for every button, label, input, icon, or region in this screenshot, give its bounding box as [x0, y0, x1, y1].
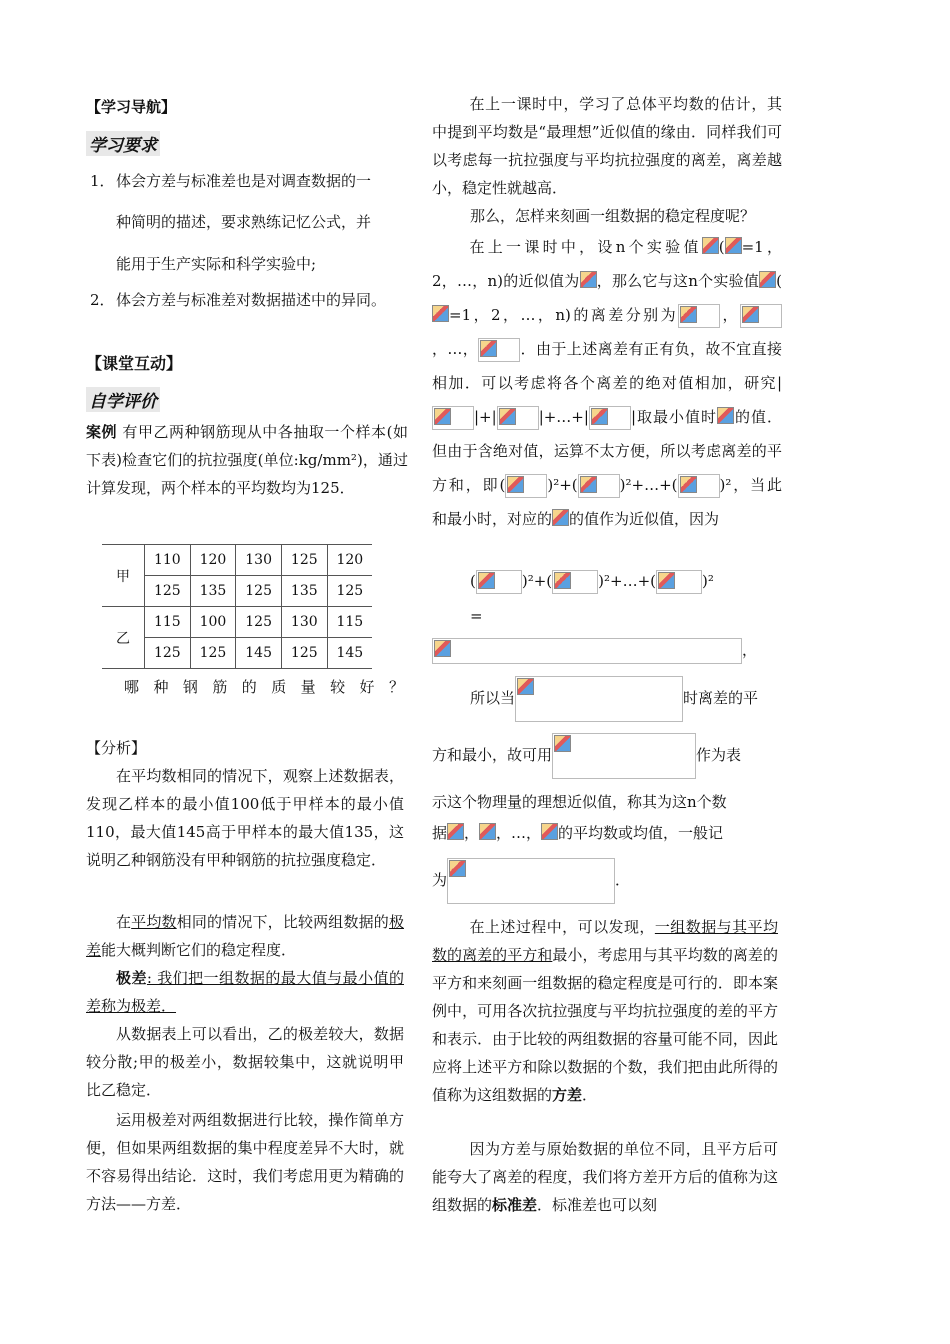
- table-cell: 125: [281, 545, 327, 576]
- text: )²+(: [547, 476, 578, 494]
- bold-term: 极差: [116, 969, 147, 987]
- text: )²+…+(: [598, 572, 657, 590]
- question-char: 较: [330, 678, 346, 696]
- underlined-term: 平均数: [131, 913, 177, 931]
- text: 的值作为近似值，因为: [569, 510, 720, 528]
- formula-box-wide: [432, 638, 742, 664]
- class-heading: 【课堂互动】: [86, 354, 183, 373]
- text: |取最小值时: [630, 408, 717, 426]
- formula-image-icon: [580, 476, 597, 493]
- text: 作为表: [696, 746, 742, 764]
- formula-image-icon: [434, 408, 451, 425]
- table-cell: 115: [327, 607, 372, 638]
- formula-box: [552, 570, 598, 594]
- formula-box: [432, 406, 474, 430]
- right-p5: [432, 733, 741, 779]
- formula-image-icon: [432, 305, 449, 322]
- text: 因为方差与原始数据的单位不同，且平方后可能夸大了离差的程度，我们将方差开方后的值称为这组数据的: [432, 1140, 778, 1214]
- table-cell: 100: [190, 607, 236, 638]
- formula-box: [478, 338, 520, 362]
- text: (: [470, 572, 476, 590]
- analysis-heading: 【分析】: [86, 739, 147, 757]
- formula-box-large: [515, 676, 683, 722]
- row-label-jia: 甲: [102, 545, 145, 607]
- req1-line2: 种简明的描述，要求熟练记忆公式，并: [116, 213, 372, 231]
- table-cell: 130: [236, 545, 282, 576]
- req1-number: 1．: [90, 172, 115, 190]
- text: )²，当此和最小时，对应的: [432, 476, 782, 528]
- formula-image-icon: [680, 476, 697, 493]
- formula-box: [497, 406, 539, 430]
- text: )²: [702, 572, 714, 590]
- text: 的值．但由于含绝对值，运算不太方便，所以考虑离差的平方和，即(: [432, 408, 782, 494]
- table-cell: 130: [281, 607, 327, 638]
- table-cell: 135: [281, 576, 327, 607]
- formula-box: [740, 304, 782, 328]
- table-cell: 145: [327, 638, 372, 669]
- right-p4: [470, 676, 758, 722]
- case-paragraph: [86, 418, 408, 502]
- requirements-heading: 学习要求: [86, 131, 160, 156]
- text: 在上述过程中，可以发现，: [469, 918, 655, 936]
- strength-table: [102, 544, 372, 669]
- equation-line-3: [432, 638, 757, 664]
- text: ．由于上述离差有正有负，故不宜直接相加．可以考虑将各个离差的绝对值相加，研究|: [432, 340, 782, 392]
- question-char: 筋: [212, 678, 228, 696]
- table-cell: 120: [190, 545, 236, 576]
- text: ．: [615, 871, 631, 889]
- formula-image-icon: [478, 572, 495, 589]
- formula-box: [476, 570, 522, 594]
- self-study-heading: 自学评价: [86, 387, 160, 412]
- case-text: 有甲乙两种钢筋现从中各抽取一个样本(如下表)检查它们的抗拉强度(单位:kg/mm²)，通过计算发现，两个样本的平均数均为125．: [86, 423, 408, 497]
- formula-image-icon: [591, 408, 608, 425]
- equation-line-1: [470, 570, 714, 594]
- formula-box: [678, 304, 720, 328]
- bold-term: 标准差: [492, 1196, 538, 1214]
- text: 方和最小，故可用: [432, 746, 553, 764]
- analysis-p2: [86, 908, 404, 964]
- table-cell: 120: [327, 545, 372, 576]
- right-p3: [432, 230, 782, 536]
- analysis-p1: 在平均数相同的情况下，观察上述数据表，发现乙样本的最小值100低于甲样本的最小值110，最大值145高于甲样本的最大值135，这说明乙种钢筋没有甲种钢筋的抗拉强度稳定．: [86, 767, 404, 869]
- text: 的平均数或均值，一般记: [558, 824, 724, 842]
- text: ，…，: [496, 824, 542, 842]
- equals-sign: =: [470, 607, 483, 625]
- formula-box: [589, 406, 631, 430]
- formula-image-icon: [434, 640, 451, 657]
- formula-box-large: [552, 733, 696, 779]
- formula-image-icon: [480, 340, 497, 357]
- right-p10: [432, 1135, 778, 1219]
- question-char: 钢: [182, 678, 198, 696]
- question-char: 的: [241, 678, 257, 696]
- text: 能大概判断它们的稳定程度．: [101, 941, 297, 959]
- formula-image-icon: [717, 407, 734, 424]
- formula-image-icon: [554, 572, 571, 589]
- table-cell: 125: [327, 576, 372, 607]
- table-cell: 125: [145, 638, 191, 669]
- range-definition: [86, 964, 404, 1020]
- text: 时离差的平: [683, 689, 759, 707]
- formula-image-icon: [447, 823, 464, 840]
- formula-image-icon: [552, 509, 569, 526]
- formula-image-icon: [680, 306, 697, 323]
- row-label-yi: 乙: [102, 607, 145, 669]
- text: ，: [720, 306, 740, 324]
- text: =1，2，…，n)的离差分别为: [449, 306, 679, 324]
- formula-image-icon: [507, 476, 524, 493]
- table-cell: 135: [190, 576, 236, 607]
- underlined-term: 极差: [86, 913, 404, 959]
- text: (: [718, 238, 725, 256]
- underlined-phrase: 一组数据与其平均数的离差的平方和: [432, 918, 778, 964]
- formula-image-icon: [658, 572, 675, 589]
- text: (: [776, 272, 782, 290]
- text: |+|: [474, 408, 497, 426]
- text: ，: [464, 824, 480, 842]
- table-cell: 145: [236, 638, 282, 669]
- formula-image-icon: [725, 237, 742, 254]
- question-char: 质: [271, 678, 287, 696]
- req1-line1: 体会方差与标准差也是对调查数据的一: [116, 172, 372, 190]
- text: |+…+|: [538, 408, 589, 426]
- table-cell: 125: [190, 638, 236, 669]
- question-char: 哪: [124, 678, 140, 696]
- text: =1，2，…，n)的近似值为: [432, 238, 782, 290]
- req1-line3: 能用于生产实际和科学实验中;: [116, 255, 317, 273]
- nav-heading: 【学习导航】: [86, 98, 177, 116]
- formula-image-icon: [580, 271, 597, 288]
- formula-image-icon: [541, 823, 558, 840]
- text: )²+(: [521, 572, 553, 590]
- analysis-p4: 从数据表上可以看出，乙的极差较大，数据较分散;甲的极差小，数据较集中，这就说明甲比乙稳定．: [86, 1025, 404, 1099]
- table-cell: 125: [236, 576, 282, 607]
- table-cell: 110: [145, 545, 191, 576]
- table-cell: 125: [281, 638, 327, 669]
- right-p1: 在上一课时中，学习了总体平均数的估计，其中提到平均数是“最理想”近似值的缘由．同样我们可以考虑每一抗拉强度与平均抗拉强度的离差，离差越小，稳定性就越高．: [432, 95, 782, 197]
- case-label: 案例: [86, 423, 118, 441]
- req2-text: 体会方差与标准差对数据描述中的异同。: [116, 291, 387, 309]
- right-p7: [432, 822, 723, 843]
- text: 在: [116, 913, 132, 931]
- question-char: 种: [153, 678, 169, 696]
- table-cell: 125: [145, 576, 191, 607]
- text: ．: [582, 1086, 598, 1104]
- formula-box-large: [447, 858, 615, 904]
- text: 据: [432, 824, 448, 842]
- text: 最小，考虑用与其平均数的离差的平方和来刻画一组数据的稳定程度是可行的．即本案例中，可用各次抗拉强度与平均抗拉强度的差的平方和表示．由于比较的两组数据的容量可能不同，因此应将上述平方和除以数据的个数，我们把由此所得的值称为这组数据的: [432, 946, 778, 1104]
- question-char: 好: [359, 678, 375, 696]
- question-char: ？: [388, 678, 404, 696]
- text: ，那么它与这n个实验值: [596, 272, 760, 290]
- formula-image-icon: [449, 860, 466, 877]
- formula-box: [505, 474, 547, 498]
- text: )²+…+(: [619, 476, 678, 494]
- right-p8: [432, 858, 630, 904]
- question-char: 量: [300, 678, 316, 696]
- text: 相同的情况下，比较两组数据的: [176, 913, 389, 931]
- text: ，: [742, 641, 758, 659]
- formula-image-icon: [759, 271, 776, 288]
- formula-box: [578, 474, 620, 498]
- formula-image-icon: [702, 237, 719, 254]
- question-line: [124, 676, 404, 697]
- formula-image-icon: [554, 735, 571, 752]
- right-p9: [432, 913, 778, 1109]
- right-p2: 那么，怎样来刻画一组数据的稳定程度呢？: [470, 207, 756, 225]
- formula-box: [678, 474, 720, 498]
- formula-box: [656, 570, 702, 594]
- text: ，…，: [432, 340, 479, 358]
- analysis-p5: 运用极差对两组数据进行比较，操作简单方便，但如果两组数据的集中程度差异不大时，就不容易得出结论．这时，我们考虑用更为精确的方法——方差．: [86, 1111, 404, 1213]
- formula-image-icon: [479, 823, 496, 840]
- right-p6: 示这个物理量的理想近似值，称其为这n个数: [432, 793, 727, 811]
- text: 为: [432, 871, 448, 889]
- text: ．标准差也可以刻: [537, 1196, 658, 1214]
- text: 所以当: [470, 689, 516, 707]
- formula-image-icon: [742, 306, 759, 323]
- req2-number: 2．: [90, 291, 115, 309]
- underlined-definition: : 我们把一组数据的最大值与最小值的差称为极差．: [86, 969, 404, 1015]
- table-cell: 115: [145, 607, 191, 638]
- bold-term: 方差: [552, 1086, 583, 1104]
- table-cell: 125: [236, 607, 282, 638]
- formula-image-icon: [517, 678, 534, 695]
- text: 在上一课时中，设n个实验值: [469, 238, 702, 256]
- formula-image-icon: [499, 408, 516, 425]
